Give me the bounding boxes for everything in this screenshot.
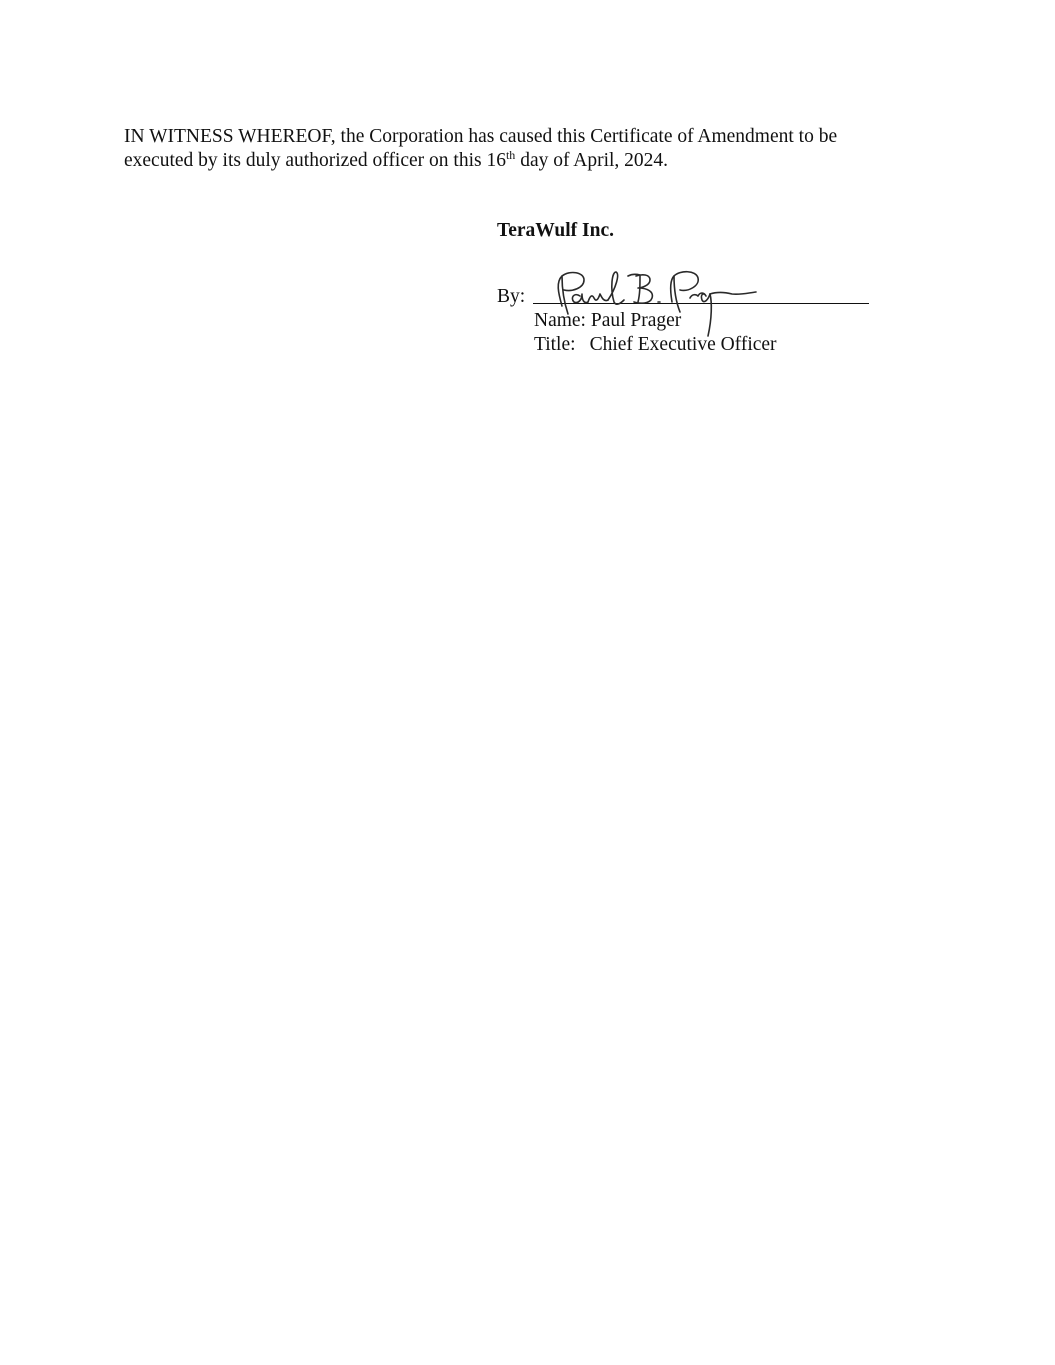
ordinal-suffix: th <box>505 148 516 162</box>
name-value: Paul Prager <box>590 310 682 331</box>
witness-clause <box>124 125 924 173</box>
signer-name <box>534 310 681 332</box>
by-label: By: <box>497 286 526 307</box>
company-name: TeraWulf Inc. <box>497 220 615 241</box>
witness-line-1: IN WITNESS WHEREOF, the Corporation has caused this Certificate of Amendment to be <box>124 126 838 147</box>
witness-line-2-end: day of April, 2024. <box>515 150 669 171</box>
signer-title <box>534 334 777 356</box>
title-label: Title: <box>534 334 576 355</box>
name-label: Name: <box>534 310 586 331</box>
witness-line-2-start: executed by its duly authorized officer on this 16 <box>124 150 506 171</box>
title-value: Chief Executive Officer <box>589 334 777 355</box>
